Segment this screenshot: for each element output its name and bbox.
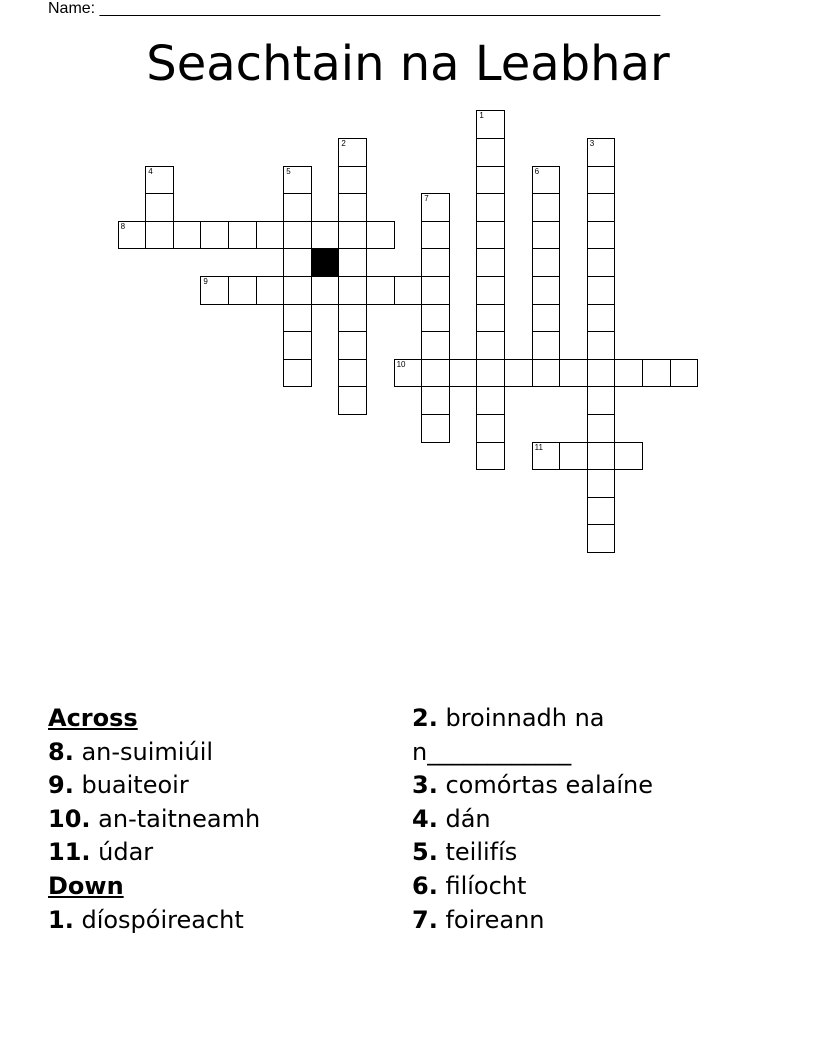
- grid-cell[interactable]: [283, 166, 312, 195]
- grid-cell[interactable]: [283, 359, 312, 388]
- grid-cell[interactable]: [587, 304, 616, 333]
- grid-cell[interactable]: [228, 276, 257, 305]
- clue-text: an-suimiúil: [81, 737, 214, 766]
- name-line: [48, 0, 660, 18]
- across-heading: Across: [48, 704, 138, 732]
- grid-cell[interactable]: [587, 331, 616, 360]
- clues-left-column: [48, 702, 388, 937]
- grid-block: [311, 248, 340, 277]
- clue-text: foireann: [445, 905, 545, 934]
- grid-cell[interactable]: [256, 276, 285, 305]
- clue-text: údar: [98, 838, 154, 867]
- grid-cell[interactable]: [366, 221, 395, 250]
- grid-cell[interactable]: [394, 276, 423, 305]
- grid-cell[interactable]: [476, 331, 505, 360]
- grid-cell[interactable]: [532, 221, 561, 250]
- grid-cell[interactable]: [476, 110, 505, 139]
- grid-cell[interactable]: [476, 221, 505, 250]
- grid-cell[interactable]: [256, 221, 285, 250]
- grid-cell[interactable]: [642, 359, 671, 388]
- clue-text: buaiteoir: [81, 771, 189, 800]
- grid-cell[interactable]: [587, 221, 616, 250]
- grid-cell[interactable]: [338, 359, 367, 388]
- grid-cell[interactable]: [670, 359, 699, 388]
- grid-cell[interactable]: [421, 248, 450, 277]
- grid-cell[interactable]: [283, 276, 312, 305]
- clue-text: an-taitneamh: [98, 804, 261, 833]
- clue-text: díospóireacht: [81, 905, 244, 934]
- cell-number: 2: [341, 139, 346, 148]
- grid-cell[interactable]: [338, 138, 367, 167]
- clue-number: 5.: [412, 838, 438, 867]
- grid-cell[interactable]: [587, 386, 616, 415]
- grid-cell[interactable]: [283, 221, 312, 250]
- grid-cell[interactable]: [476, 359, 505, 388]
- grid-cell[interactable]: [421, 414, 450, 443]
- clue-down-6: [412, 870, 682, 904]
- grid-cell[interactable]: [283, 304, 312, 333]
- grid-cell[interactable]: [476, 304, 505, 333]
- grid-cell[interactable]: [421, 304, 450, 333]
- clue-number: 2.: [412, 704, 438, 732]
- grid-cell[interactable]: [421, 331, 450, 360]
- grid-cell[interactable]: [476, 138, 505, 167]
- cell-number: 5: [286, 166, 291, 176]
- clue-down-2: [412, 702, 682, 769]
- cell-number: 1: [479, 111, 484, 121]
- grid-cell[interactable]: [173, 221, 202, 250]
- clue-number: 8.: [48, 737, 74, 766]
- grid-cell[interactable]: [476, 386, 505, 415]
- clue-number: 6.: [412, 871, 438, 900]
- grid-cell[interactable]: [587, 497, 616, 526]
- clues-right-column: [412, 702, 682, 937]
- clue-text: comórtas ealaíne: [445, 771, 654, 800]
- grid-cell[interactable]: [338, 386, 367, 415]
- grid-cell[interactable]: [394, 359, 423, 388]
- grid-cell[interactable]: [476, 276, 505, 305]
- grid-cell[interactable]: [532, 193, 561, 222]
- clue-number: 3.: [412, 771, 438, 800]
- clue-number: 7.: [412, 905, 438, 934]
- clue-down-4: [412, 803, 682, 837]
- grid-cell[interactable]: [532, 166, 561, 195]
- clue-text: broinnadh na n____________: [412, 704, 605, 766]
- grid-cell[interactable]: [145, 193, 174, 222]
- grid-cell[interactable]: [614, 359, 643, 388]
- grid-cell[interactable]: [476, 193, 505, 222]
- grid-cell[interactable]: [532, 276, 561, 305]
- grid-cell[interactable]: [421, 359, 450, 388]
- grid-cell[interactable]: [421, 276, 450, 305]
- clue-number: 4.: [412, 804, 438, 833]
- down-heading: Down: [48, 871, 124, 900]
- grid-cell[interactable]: [421, 221, 450, 250]
- page-title: Seachtain na Leabhar: [146, 36, 670, 92]
- grid-cell[interactable]: [476, 248, 505, 277]
- clue-down-7: [412, 904, 682, 938]
- clue-text: teilifís: [445, 838, 518, 867]
- cell-number: 4: [148, 166, 153, 176]
- grid-cell[interactable]: [587, 469, 616, 498]
- clue-down-3: [412, 769, 682, 803]
- grid-cell[interactable]: [283, 331, 312, 360]
- grid-cell[interactable]: [587, 193, 616, 222]
- clue-down-1: [48, 904, 388, 938]
- grid-cell[interactable]: [614, 442, 643, 471]
- cell-number: 10: [396, 359, 406, 369]
- grid-cell[interactable]: [504, 359, 533, 388]
- cell-number: 6: [534, 166, 540, 176]
- grid-cell[interactable]: [587, 248, 616, 277]
- grid-cell[interactable]: [587, 359, 616, 388]
- clue-number: 9.: [48, 771, 74, 800]
- grid-cell[interactable]: [532, 304, 561, 333]
- grid-cell[interactable]: [587, 414, 616, 443]
- cell-number: 8: [120, 221, 126, 231]
- clue-number: 10.: [48, 804, 91, 833]
- clue-number: 11.: [48, 838, 91, 867]
- grid-cell[interactable]: [476, 442, 505, 471]
- grid-cell[interactable]: [532, 359, 561, 388]
- clue-number: 1.: [48, 905, 74, 934]
- cell-number: 3: [589, 139, 595, 148]
- grid-cell[interactable]: [118, 221, 147, 250]
- name-label: Name:: [48, 0, 100, 17]
- grid-cell[interactable]: [338, 166, 367, 195]
- cell-number: 11: [534, 442, 543, 452]
- grid-cell[interactable]: [587, 524, 616, 553]
- clue-text: filíocht: [445, 871, 527, 900]
- cell-number: 9: [203, 277, 208, 286]
- grid-cell[interactable]: [338, 276, 367, 305]
- clue-across-10: [48, 803, 388, 837]
- grid-cell[interactable]: [449, 359, 478, 388]
- clue-down-5: [412, 836, 682, 870]
- grid-cell[interactable]: [200, 221, 229, 250]
- clue-across-11: [48, 836, 388, 870]
- grid-cell[interactable]: [532, 248, 561, 277]
- cell-number: 7: [424, 194, 429, 204]
- grid-cell[interactable]: [145, 166, 174, 195]
- grid-cell[interactable]: [338, 248, 367, 277]
- grid-cell[interactable]: [338, 221, 367, 250]
- clue-across-8: [48, 736, 388, 770]
- grid-cell[interactable]: [559, 359, 588, 388]
- grid-cell[interactable]: [587, 166, 616, 195]
- grid-cell[interactable]: [587, 138, 616, 167]
- grid-cell[interactable]: [338, 304, 367, 333]
- grid-cell[interactable]: [145, 221, 174, 250]
- grid-cell[interactable]: [476, 166, 505, 195]
- grid-cell[interactable]: [421, 386, 450, 415]
- grid-cell[interactable]: [532, 331, 561, 360]
- grid-cell[interactable]: [228, 221, 257, 250]
- clue-across-9: [48, 769, 388, 803]
- grid-cell[interactable]: [532, 442, 561, 471]
- grid-cell[interactable]: [283, 193, 312, 222]
- grid-cell[interactable]: [587, 442, 616, 471]
- grid-cell[interactable]: [338, 331, 367, 360]
- grid-cell[interactable]: [366, 276, 395, 305]
- grid-cell[interactable]: [338, 193, 367, 222]
- grid-cell[interactable]: [587, 276, 616, 305]
- grid-cell[interactable]: [559, 442, 588, 471]
- grid-cell[interactable]: [283, 248, 312, 277]
- grid-cell[interactable]: [311, 221, 340, 250]
- grid-cell[interactable]: [421, 193, 450, 222]
- clue-text: dán: [445, 804, 491, 833]
- grid-cell[interactable]: [311, 276, 340, 305]
- grid-cell[interactable]: [476, 414, 505, 443]
- name-blank: _______________________________________________________________: [99, 0, 661, 17]
- grid-cell[interactable]: [200, 276, 229, 305]
